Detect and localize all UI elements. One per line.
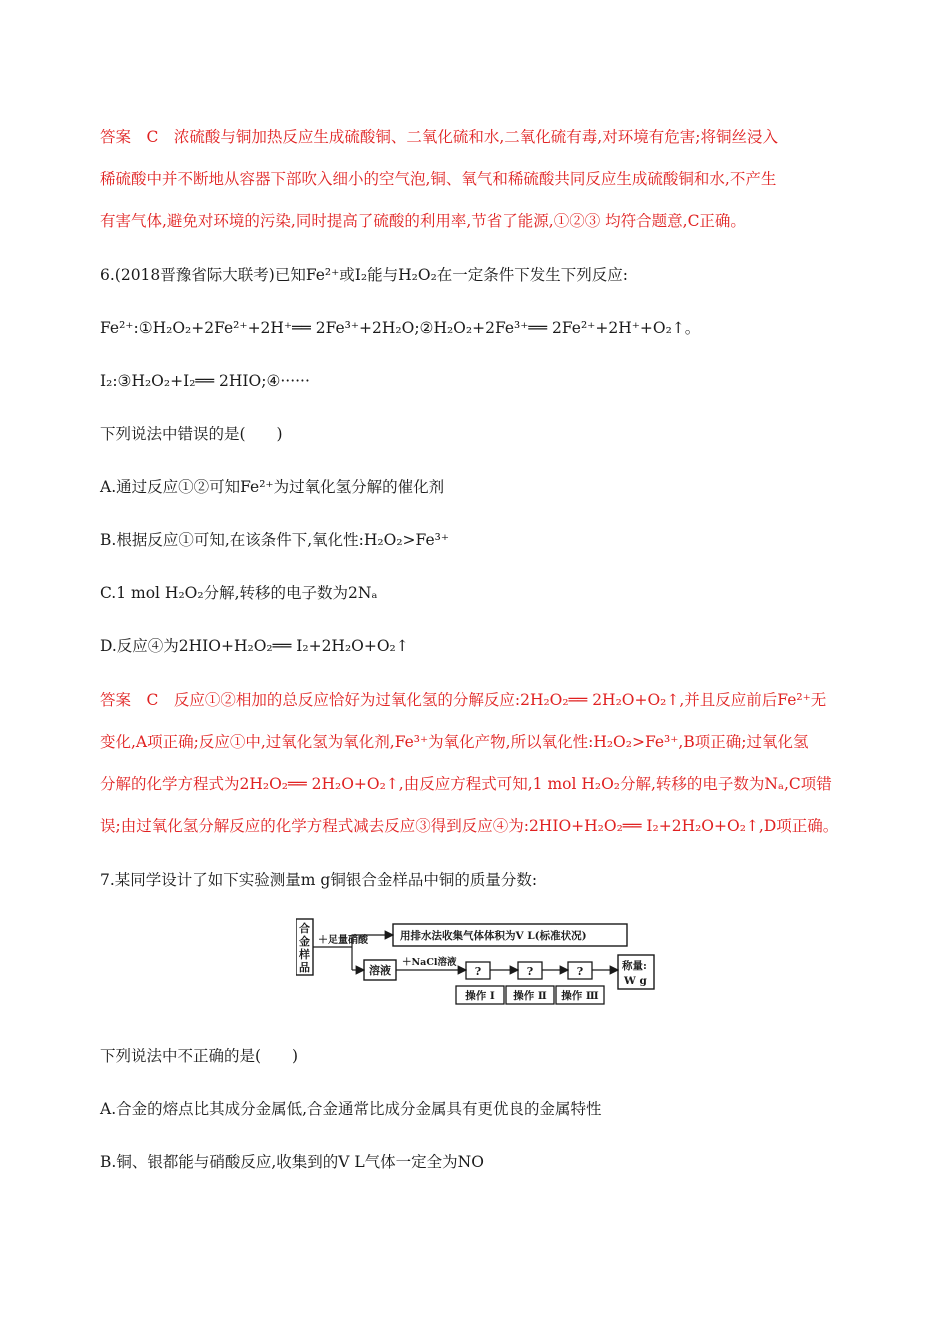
- question-6-option-a: A.通过反应①②可知Fe²⁺为过氧化氢分解的催化剂: [100, 478, 445, 496]
- unknown-label-1: ?: [474, 965, 482, 978]
- answer-5-line-1: 答案 C 浓硫酸与铜加热反应生成硫酸铜、二氧化硫和水,二氧化硫有毒,对环境有危害;将铜丝浸入: [100, 128, 778, 146]
- question-6-prompt: 下列说法中错误的是( ): [100, 425, 283, 443]
- weigh-value: W g: [624, 975, 647, 987]
- question-6-stem: 6.(2018晋豫省际大联考)已知Fe²⁺或I₂能与H₂O₂在一定条件下发生下列反应:: [100, 266, 629, 284]
- answer-5-line-2: 稀硫酸中并不断地从容器下部吹入细小的空气泡,铜、氧气和稀硫酸共同反应生成硫酸铜和水,不产生: [100, 170, 777, 188]
- question-7-prompt: 下列说法中不正确的是( ): [100, 1047, 299, 1065]
- answer-6-line-4: 误;由过氧化氢分解反应的化学方程式减去反应③得到反应④为:2HIO+H₂O₂══ I₂+2H₂O+O₂↑,D项正确。: [100, 817, 839, 835]
- operation-label-2: 操作 Ⅱ: [513, 990, 547, 1002]
- question-6-option-b: B.根据反应①可知,在该条件下,氧化性:H₂O₂>Fe³⁺: [100, 531, 450, 549]
- solution-label: 溶液: [369, 964, 391, 977]
- sample-char-4: 品: [299, 961, 310, 974]
- question-6-option-c: C.1 mol H₂O₂分解,转移的电子数为2Nₐ: [100, 584, 378, 602]
- question-7-option-a: A.合金的熔点比其成分金属低,合金通常比成分金属具有更优良的金属特性: [100, 1100, 602, 1118]
- question-6-fe-reactions: Fe²⁺:①H₂O₂+2Fe²⁺+2H⁺══ 2Fe³⁺+2H₂O;②H₂O₂+2Fe³⁺══ 2Fe²⁺+2H⁺+O₂↑。: [100, 319, 701, 337]
- answer-6-line-1: 答案 C 反应①②相加的总反应恰好为过氧化氢的分解反应:2H₂O₂══ 2H₂O+O₂↑,并且反应前后Fe²⁺无: [100, 691, 827, 709]
- answer-6-line-2: 变化,A项正确;反应①中,过氧化氢为氧化剂,Fe³⁺为氧化产物,所以氧化性:H₂O₂>Fe³⁺,B项正确;过氧化氢: [100, 733, 809, 751]
- operation-label-3: 操作 Ⅲ: [561, 990, 599, 1002]
- question-6-option-d: D.反应④为2HIO+H₂O₂══ I₂+2H₂O+O₂↑: [100, 637, 409, 655]
- question-6-i2-reactions: I₂:③H₂O₂+I₂══ 2HIO;④······: [100, 372, 310, 390]
- weigh-label: 称量:: [622, 960, 647, 972]
- operation-label-1: 操作 Ⅰ: [465, 990, 495, 1002]
- gas-volume-label: 用排水法收集气体体积为V L(标准状况): [400, 930, 587, 942]
- reagent-nitric-acid-label: ＋足量硝酸: [318, 935, 368, 946]
- question-7-option-b: B.铜、银都能与硝酸反应,收集到的V L气体一定全为NO: [100, 1153, 484, 1171]
- unknown-label-2: ?: [526, 965, 534, 978]
- reagent-nacl-label: ＋NaCl溶液: [402, 957, 457, 968]
- sample-char-2: 金: [299, 935, 310, 948]
- question-7-stem: 7.某同学设计了如下实验测量m g铜银合金样品中铜的质量分数:: [100, 871, 538, 889]
- answer-6-line-3: 分解的化学方程式为2H₂O₂══ 2H₂O+O₂↑,由反应方程式可知,1 mol H₂O₂分解,转移的电子数为Nₐ,C项错: [100, 775, 832, 793]
- sample-char-3: 样: [299, 948, 310, 961]
- sample-char-1: 合: [299, 922, 310, 935]
- experiment-flow-diagram: [296, 918, 656, 1008]
- answer-5-line-3: 有害气体,避免对环境的污染,同时提高了硫酸的利用率,节省了能源,①②③ 均符合题意,C正确。: [100, 212, 746, 230]
- unknown-label-3: ?: [576, 965, 584, 978]
